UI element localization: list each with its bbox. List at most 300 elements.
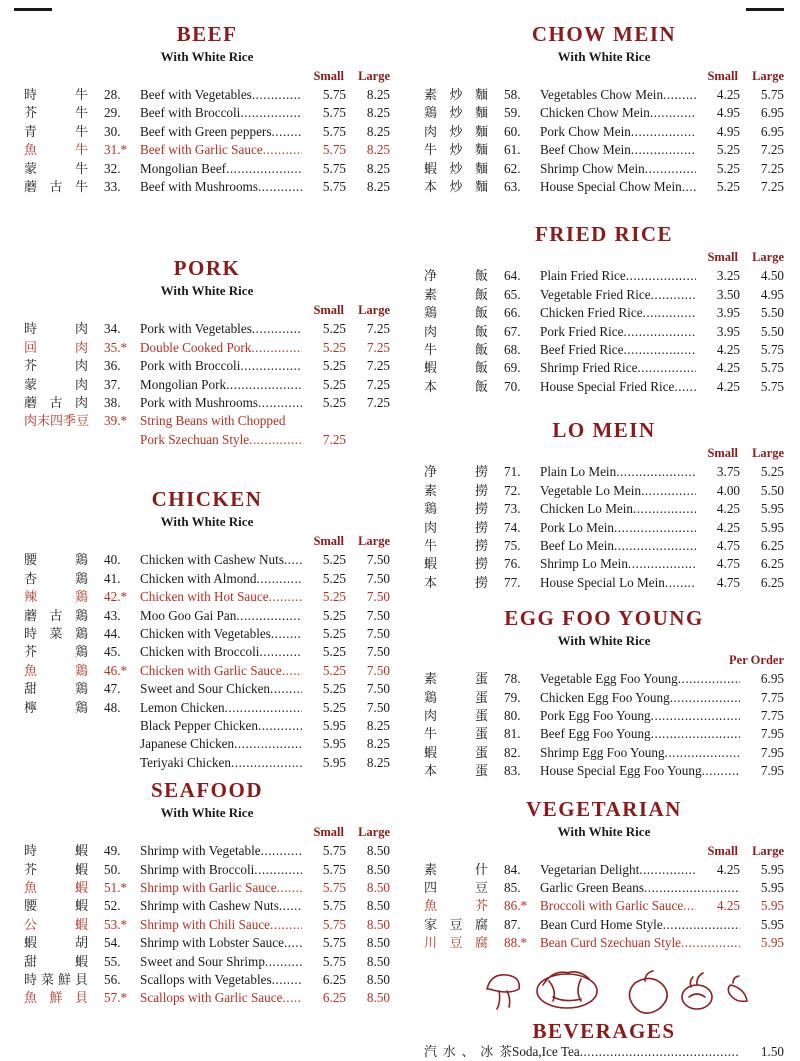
menu-item: [424, 861, 784, 879]
price-large: 7.25: [366, 376, 390, 392]
chinese-character: 本: [424, 763, 438, 779]
item-name: Chicken Egg Foo Young: [540, 689, 670, 705]
item-name: Shrimp Lo Mein: [540, 556, 628, 572]
dot-leader: [252, 320, 302, 338]
price-small: 5.75: [322, 87, 346, 102]
item-name: Scallops with Garlic Sauce: [140, 990, 283, 1006]
price-small: 4.75: [716, 537, 740, 553]
item-number: 48.: [104, 699, 121, 715]
top-left-rule: [14, 8, 52, 11]
chinese-character: 本: [424, 378, 438, 394]
item-number: 83.: [504, 763, 521, 779]
item-name: Chicken with Cashew Nuts: [140, 552, 284, 568]
item-number: 69.: [504, 360, 521, 376]
chinese-character: 四: [50, 413, 64, 429]
item-number: 82.: [504, 744, 521, 760]
item-chinese: [24, 320, 88, 338]
price-large: 8.50: [366, 935, 390, 951]
menu-item: [24, 104, 390, 122]
chinese-character: 青: [24, 123, 38, 139]
dot-leader: [279, 897, 302, 915]
item-name: Pork Fried Rice: [540, 323, 624, 339]
price-large: 7.50: [366, 644, 390, 660]
chinese-character: 芥: [24, 644, 38, 660]
section-subtitle: With White Rice: [160, 514, 254, 530]
item-chinese: [24, 551, 88, 569]
price-large: 7.25: [760, 160, 784, 176]
price-large: 8.25: [366, 123, 390, 139]
chinese-character: 家: [424, 916, 438, 932]
dot-leader: [644, 879, 740, 897]
dot-leader: [282, 662, 302, 680]
item-name: Shrimp with Chili Sauce: [140, 916, 271, 932]
item-name: House Special Fried Rice: [540, 378, 675, 394]
price-large: 6.25: [760, 556, 784, 572]
price-large: 5.95: [760, 898, 784, 914]
chinese-character: 飯: [474, 342, 488, 358]
chinese-character: 炒: [449, 160, 463, 176]
item-name: House Special Lo Mein: [540, 574, 665, 590]
item-name: Shrimp with Vegetable: [140, 843, 261, 859]
small-column-header: Small: [313, 303, 344, 318]
menu-item: [24, 916, 390, 934]
price-small: 5.25: [322, 644, 346, 660]
dot-leader: [231, 754, 302, 772]
dot-leader: [651, 707, 740, 725]
item-number: 79.: [504, 689, 521, 705]
price-small: 5.75: [322, 142, 346, 158]
price-small: 5.25: [322, 376, 346, 392]
item-chinese: [424, 304, 488, 322]
price-small: 4.25: [716, 87, 740, 102]
item-chinese: [24, 643, 88, 661]
item-name: Beef Egg Foo Young: [540, 726, 651, 742]
item-number: 40.: [104, 552, 121, 568]
price-large: 5.95: [760, 861, 784, 877]
menu-item: [424, 725, 784, 743]
price-large: 5.95: [760, 935, 784, 951]
chinese-character: 鶏: [74, 681, 88, 697]
item-number: 64.: [504, 268, 521, 284]
vegetable-illustration: [449, 957, 759, 1017]
price-small: 5.75: [322, 123, 346, 139]
price-small: 5.25: [322, 321, 346, 337]
menu-item: [24, 412, 390, 430]
price-column-headers: [424, 844, 784, 859]
small-column-header: Small: [707, 69, 738, 83]
menu-item: [24, 625, 390, 643]
price-small: 3.25: [716, 268, 740, 284]
price-small: 3.95: [716, 323, 740, 339]
item-number: 60.: [504, 123, 521, 139]
item-name: Beef Lo Mein: [540, 537, 614, 553]
item-name: Soda,Ice Tea: [512, 1043, 580, 1059]
chinese-character: 鶏: [74, 589, 88, 605]
menu-item: [24, 989, 390, 1007]
dot-leader: [240, 357, 302, 375]
price-large: 7.50: [366, 662, 390, 678]
item-name: Pork Chow Mein: [540, 123, 631, 139]
chinese-character: 素: [424, 482, 438, 498]
item-number: 65.: [504, 286, 521, 302]
dot-leader: [258, 394, 302, 412]
price-small: 5.25: [322, 339, 346, 355]
price-small: 4.95: [716, 123, 740, 139]
column-right: [424, 14, 784, 1061]
menu-item: [24, 842, 390, 860]
chinese-character: 公: [24, 916, 38, 932]
item-chinese: [424, 555, 488, 573]
item-name: House Special Chow Mein: [540, 179, 682, 195]
item-number: 80.: [504, 707, 521, 723]
item-chinese: [24, 662, 88, 680]
price-small: 5.95: [322, 717, 346, 733]
section-chow-mein: [424, 22, 784, 196]
item-name: String Beans with Chopped: [140, 413, 286, 429]
menu-item: [424, 178, 784, 196]
chinese-character: 冰: [480, 1043, 494, 1059]
item-number: 72.: [504, 482, 521, 498]
chinese-character: 豆: [76, 413, 90, 429]
price-large: 7.25: [366, 395, 390, 411]
chinese-character: 蛋: [474, 763, 488, 779]
price-small: 5.25: [322, 589, 346, 605]
price-small: 4.25: [716, 378, 740, 394]
item-name: Vegetables Chow Mein: [540, 87, 664, 102]
dot-leader: [624, 341, 697, 359]
chinese-character: 牛: [74, 123, 88, 139]
chinese-character: 麵: [474, 160, 488, 176]
column-left: [24, 14, 390, 1061]
price-small: 5.25: [716, 142, 740, 158]
item-name: Bean Curd Home Style: [540, 916, 663, 932]
item-name: Chicken with Vegetables: [140, 625, 271, 641]
dot-leader: [683, 897, 696, 915]
menu-item: [424, 897, 784, 915]
menu-item: [424, 879, 784, 897]
item-name: Shrimp with Broccoli: [140, 861, 255, 877]
menu-item: [424, 378, 784, 396]
item-name: Pork Lo Mein: [540, 519, 614, 535]
chinese-character: 、: [461, 1043, 475, 1059]
chinese-character: 鶏: [424, 105, 438, 121]
item-name: Chicken with Hot Sauce: [140, 589, 269, 605]
item-name: Vegetable Fried Rice: [540, 286, 651, 302]
chinese-character: 鮮: [49, 990, 63, 1006]
dot-leader: [254, 861, 302, 879]
menu-item: [424, 574, 784, 592]
item-chinese: [24, 357, 88, 375]
chinese-character: 蛋: [474, 671, 488, 687]
item-number: 52.: [104, 898, 121, 914]
section-beef: [24, 22, 390, 196]
item-name: Japanese Chicken: [140, 736, 235, 752]
price-column-headers: [424, 250, 784, 265]
chinese-character: 鶏: [74, 552, 88, 568]
price-column-headers: [424, 653, 784, 668]
item-name: Moo Goo Gai Pan: [140, 607, 237, 623]
item-number: 29.: [104, 105, 121, 121]
price-large: 7.95: [760, 744, 784, 760]
price-large: 8.25: [366, 736, 390, 752]
price-large: 8.50: [366, 916, 390, 932]
price-large: 7.25: [760, 179, 784, 195]
menu-item: [424, 304, 784, 322]
menu-item: [24, 735, 390, 753]
chinese-character: 肉: [74, 358, 88, 374]
chinese-character: 牛: [74, 179, 88, 195]
price-large: 8.25: [366, 160, 390, 176]
item-chinese: [24, 141, 88, 159]
chinese-character: 肉: [74, 321, 88, 337]
large-column-header: Large: [358, 69, 390, 83]
chinese-character: 茶: [498, 1043, 512, 1059]
item-chinese: [424, 123, 488, 141]
price-small: 6.25: [322, 972, 346, 987]
section-vegetarian: [424, 797, 784, 953]
item-number: 68.: [504, 342, 521, 358]
price-small: 4.75: [716, 556, 740, 572]
chinese-character: 蝦: [74, 916, 88, 932]
chinese-character: 末: [37, 413, 51, 429]
chinese-character: 鶏: [74, 607, 88, 623]
item-chinese: [424, 670, 488, 688]
large-column-header: Large: [752, 250, 784, 265]
chinese-character: 撈: [474, 519, 488, 535]
large-column-header: Large: [752, 446, 784, 461]
chinese-character: 腐: [474, 916, 488, 932]
price-small: 6.25: [322, 990, 346, 1006]
chinese-character: 麵: [474, 142, 488, 158]
menu-item: [424, 519, 784, 537]
chinese-character: 水: [442, 1043, 456, 1059]
price-large: 5.95: [760, 879, 784, 895]
item-number: 36.: [104, 358, 121, 374]
price-small: 5.75: [322, 879, 346, 895]
price-small: 4.00: [716, 482, 740, 498]
dot-leader: [271, 123, 302, 141]
chinese-character: 飯: [474, 305, 488, 321]
dot-leader: [257, 570, 303, 588]
large-column-header: Large: [358, 534, 390, 549]
menu-item: [424, 707, 784, 725]
chinese-character: 肉: [24, 413, 38, 429]
chinese-character: 芥: [474, 898, 488, 914]
item-chinese: [424, 689, 488, 707]
large-column-header: Large: [358, 825, 390, 840]
item-chinese: [424, 537, 488, 555]
item-chinese: [424, 762, 488, 780]
item-chinese: [424, 1043, 512, 1061]
chinese-character: 回: [24, 339, 38, 355]
price-large: 7.50: [366, 589, 390, 605]
price-large: 7.50: [366, 552, 390, 568]
chinese-character: 撈: [474, 556, 488, 572]
chinese-character: 豆: [449, 916, 463, 932]
price-large: 8.50: [366, 879, 390, 895]
price-large: 5.50: [760, 323, 784, 339]
chinese-character: 蝦: [424, 556, 438, 572]
price-small: 5.25: [322, 699, 346, 715]
price-large: 7.75: [760, 689, 784, 705]
price-large: 5.50: [760, 482, 784, 498]
price-small: 3.50: [716, 286, 740, 302]
chinese-character: 肉: [424, 123, 438, 139]
dot-leader: [259, 643, 302, 661]
chinese-character: 時: [24, 843, 38, 859]
price-small: 5.75: [322, 953, 346, 969]
item-number: 39.*: [104, 413, 128, 429]
price-large: 1.50: [760, 1043, 784, 1059]
item-number: 46.*: [104, 662, 128, 678]
chinese-character: 蒙: [24, 160, 38, 176]
chinese-character: 蝦: [74, 861, 88, 877]
item-number: 84.: [504, 861, 521, 877]
chinese-character: 麵: [474, 105, 488, 121]
dot-leader: [614, 519, 696, 537]
price-large: 8.50: [366, 898, 390, 914]
price-large: 8.50: [366, 843, 390, 859]
menu-item: [424, 341, 784, 359]
item-chinese: [424, 916, 488, 934]
chinese-character: 魚: [24, 879, 38, 895]
chinese-character: 魚: [24, 662, 38, 678]
item-name: Beef with Broccoli: [140, 105, 241, 121]
item-number: 43.: [104, 607, 121, 623]
menu-item: [424, 463, 784, 481]
chinese-character: 四: [424, 879, 438, 895]
item-name: Chicken Chow Mein: [540, 105, 650, 121]
menu-item: [424, 286, 784, 304]
item-chinese: [424, 104, 488, 122]
chinese-character: 蝦: [74, 843, 88, 859]
item-number: 78.: [504, 671, 521, 687]
item-chinese: [24, 916, 88, 934]
price-column-headers: [24, 69, 390, 84]
item-number: 49.: [104, 843, 121, 859]
item-name: Teriyaki Chicken: [140, 754, 231, 770]
item-number: 70.: [504, 378, 521, 394]
chinese-character: 撈: [474, 482, 488, 498]
section-subtitle: With White Rice: [557, 823, 651, 839]
dot-leader: [263, 141, 302, 159]
chinese-character: 肉: [74, 339, 88, 355]
menu-item: [424, 267, 784, 285]
item-chinese: [24, 971, 88, 989]
dot-leader: [270, 916, 302, 934]
menu-item: [424, 537, 784, 555]
item-chinese: [424, 323, 488, 341]
item-chinese: [24, 394, 88, 412]
price-large: 7.50: [366, 625, 390, 641]
chinese-character: 古: [49, 607, 63, 623]
item-number: 88.*: [504, 935, 528, 951]
price-small: 3.95: [716, 305, 740, 321]
item-name: Black Pepper Chicken: [140, 717, 258, 733]
price-large: 7.50: [366, 607, 390, 623]
item-chinese: [24, 861, 88, 879]
chinese-character: 净: [424, 268, 438, 284]
dot-leader: [284, 934, 302, 952]
dot-leader: [682, 178, 696, 196]
menu-item: [24, 643, 390, 661]
price-large: 5.75: [760, 87, 784, 102]
price-large: 5.95: [760, 916, 784, 932]
item-chinese: [424, 861, 488, 879]
item-number: 67.: [504, 323, 521, 339]
item-chinese: [424, 482, 488, 500]
item-chinese: [424, 341, 488, 359]
small-column-header: Small: [313, 825, 344, 840]
section-title: EGG FOO YOUNG: [504, 606, 704, 631]
price-large: 5.75: [760, 342, 784, 358]
chinese-character: 肉: [424, 707, 438, 723]
item-chinese: [24, 953, 88, 971]
item-number: 71.: [504, 464, 521, 480]
price-large: 5.75: [760, 360, 784, 376]
item-chinese: [24, 934, 88, 952]
item-chinese: [424, 744, 488, 762]
chinese-character: 時: [24, 972, 38, 987]
chinese-character: 素: [424, 861, 438, 877]
price-small: 5.25: [322, 395, 346, 411]
menu-item: [24, 431, 390, 449]
dot-leader: [258, 717, 302, 735]
price-small: 5.25: [716, 160, 740, 176]
price-large: 4.95: [760, 286, 784, 302]
chinese-character: 豆: [474, 879, 488, 895]
menu-item: [24, 123, 390, 141]
menu-item: [24, 339, 390, 357]
price-large: 5.75: [760, 378, 784, 394]
item-number: 77.: [504, 574, 521, 590]
item-number: 38.: [104, 395, 121, 411]
small-column-header: Small: [707, 843, 738, 858]
chinese-character: 蝦: [74, 898, 88, 914]
item-name: Chicken with Broccoli: [140, 644, 260, 660]
item-chinese: [24, 588, 88, 606]
menu-item: [424, 323, 784, 341]
menu-item: [24, 160, 390, 178]
price-large: 8.50: [366, 972, 390, 987]
section-title: SEAFOOD: [150, 778, 263, 803]
menu-item: [24, 394, 390, 412]
price-small: 5.95: [322, 736, 346, 752]
menu-item: [24, 897, 390, 915]
chinese-character: 飯: [474, 378, 488, 394]
item-number: 44.: [104, 625, 121, 641]
small-column-header: Small: [707, 250, 738, 265]
item-chinese: [24, 699, 88, 717]
chinese-character: 時: [24, 625, 38, 641]
section-egg-foo-young: [424, 606, 784, 780]
menu-item: [24, 86, 390, 104]
dot-leader: [628, 555, 696, 573]
menu-item: [24, 754, 390, 772]
item-chinese: [424, 879, 488, 897]
chinese-character: 牛: [74, 142, 88, 158]
chinese-character: 飯: [474, 268, 488, 284]
menu-item: [424, 500, 784, 518]
price-small: 5.25: [322, 625, 346, 641]
dot-leader: [651, 725, 740, 743]
item-chinese: [24, 178, 88, 196]
chinese-character: 麵: [474, 87, 488, 102]
section-fried-rice: [424, 222, 784, 396]
chinese-character: 芥: [24, 861, 38, 877]
chinese-character: 腰: [24, 898, 38, 914]
chinese-character: 撈: [474, 574, 488, 590]
